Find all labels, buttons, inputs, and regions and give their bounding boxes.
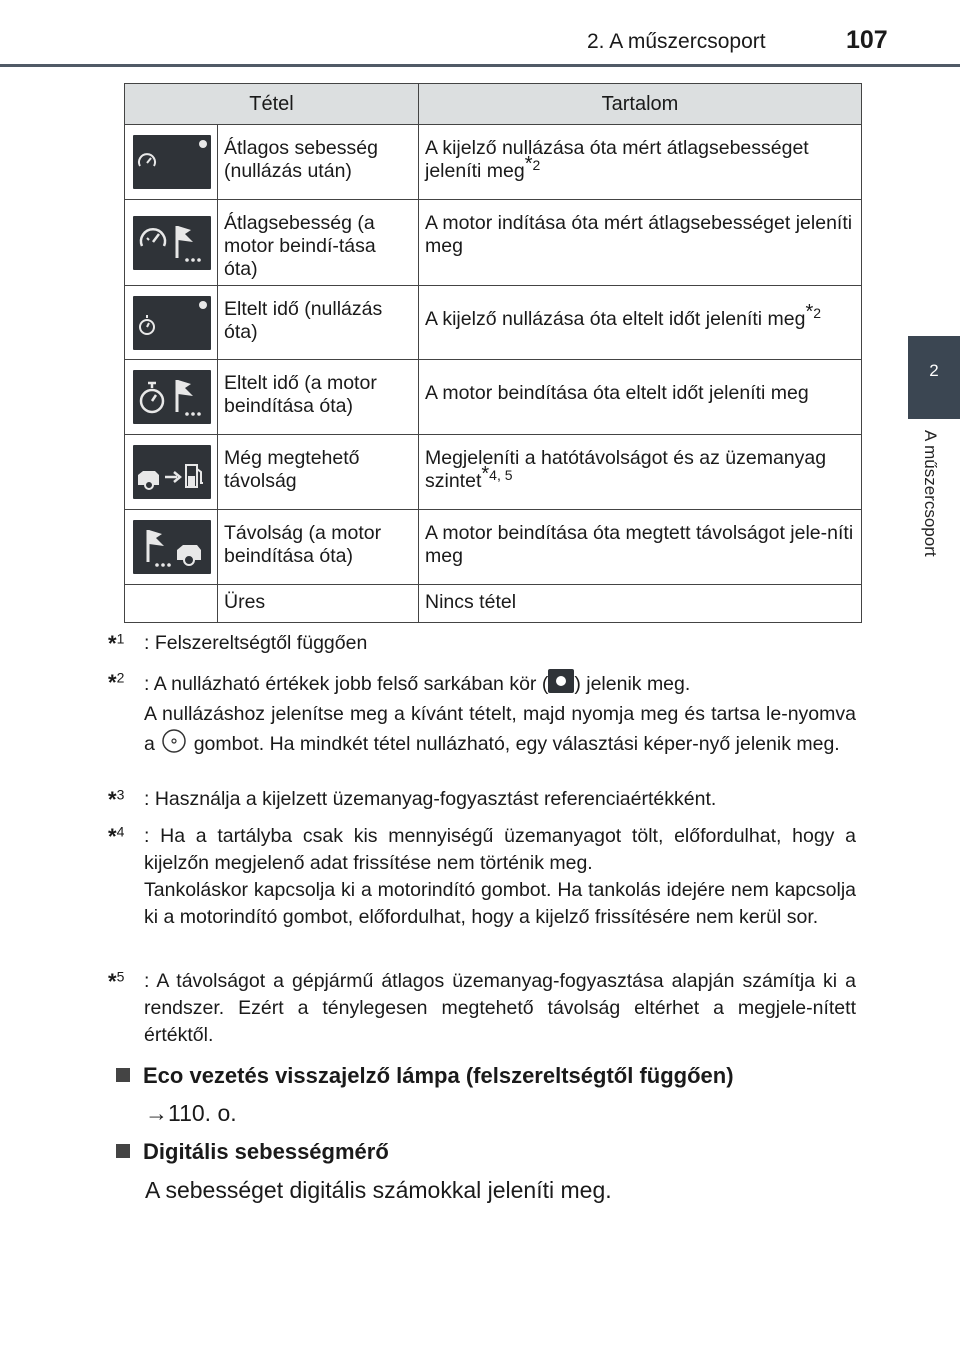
elapsed-time-reset-icon (133, 296, 211, 350)
item-content: Nincs tétel (425, 591, 517, 613)
footnote-text: : A nullázható értékek jobb felső sarkában kör ( (144, 673, 549, 696)
item-name: Átlagos sebesség (nullázás után) (224, 137, 378, 182)
footnote-ref: *2 (524, 152, 541, 175)
table-row (125, 585, 862, 623)
item-name: Távolság (a motor beindítása óta) (224, 522, 382, 567)
footnote-text: Tankoláskor kapcsolja ki a motorindító gombot. Ha tankolás idejére nem kapcsolja ki a motorindító gombot, előfordulhat, hogy a kijelző frissítésére nem kerül sor. (144, 879, 856, 928)
item-content: A motor beindítása óta megtett távolságot jele-níti meg (425, 522, 854, 567)
distance-start-icon (133, 520, 211, 574)
footnote-text: : Használja a kijelzett üzemanyag-fogyasztást referenciaértékként. (144, 788, 717, 810)
footnote-text: : A távolságot a gépjármű átlagos üzemanyag-fogyasztása alapján számítja ki a rendszer. Ezért a ténylegesen megtehető távolság eltérhet a megjele-nített értéktől. (144, 970, 856, 1046)
footnote-text: : Ha a tartályba csak kis mennyiségű üzemanyagot tölt, előfordulhat, hogy a kijelzőn megjelenő adat frissítése nem történik meg. (144, 825, 856, 874)
avg-speed-reset-icon (133, 135, 211, 189)
footnote-5: *$^5$ : A távolságot a gépjármű átlagos üzemanyag-fogyasztása alapján számítja ki a rendszer. Ezért a ténylegesen megtehető távolság eltérhet a megjele-nített értéktől. (108, 968, 856, 1046)
section-digital-title: Digitális sebességmérő (116, 1139, 389, 1165)
item-content: A kijelző nullázása óta mért átlagsebességet jeleníti meg (425, 137, 809, 182)
item-table (124, 83, 862, 623)
avg-speed-start-icon (133, 216, 211, 270)
section-bullet-icon (116, 1068, 130, 1082)
footnote-text: A nullázáshoz jelenítse meg a kívánt tételt, majd nyomja meg és tartsa le-nyomva a (144, 703, 856, 756)
header-divider (0, 64, 960, 67)
footnote-2: *$^2$ : A nullázható értékek jobb felső sarkában kör ( ) jelenik meg. A nullázáshoz jelenítse meg a kívánt tételt, majd nyomja meg és tartsa le-nyomva a gombot. Ha mindkét tétel nullázható, egy választási képer-nyő jelenik meg. (108, 669, 856, 762)
footnote-4: *$^4$ : Ha a tartályba csak kis mennyiségű üzemanyagot tölt, előfordulhat, hogy a kijelzőn megjelenő adat frissítése nem történik meg. Tankoláskor kapcsolja ki a motorindító gombot. Ha tankolás idejére nem kapcsolja ki a motorindító gombot, előfordulhat, hogy a kijelző frissítésére nem kerül sor. (108, 823, 856, 931)
table-header-row (125, 84, 862, 125)
item-name: Üres (224, 591, 266, 613)
table-row (125, 125, 862, 200)
table-row (125, 435, 862, 510)
section-bullet-icon (116, 1144, 130, 1158)
item-name: Még megtehető távolság (224, 447, 360, 492)
footnote-text: ) jelenik meg. (574, 673, 691, 696)
side-chapter-title: A műszercsoport (921, 430, 940, 557)
table-row (125, 200, 862, 286)
item-content: A motor beindítása óta eltelt időt jeleníti meg (425, 382, 809, 404)
reset-circle-icon (548, 669, 574, 701)
item-name: Eltelt idő (a motor beindítása óta) (224, 372, 377, 417)
item-content: A motor indítása óta mért átlagsebességet jeleníti meg (425, 212, 853, 257)
table-row (125, 286, 862, 360)
range-fuel-icon (133, 445, 211, 499)
header-section-title: 2. A műszercsoport (587, 30, 766, 53)
table-row (125, 510, 862, 585)
table-header-item: Tétel (125, 84, 419, 125)
footnote-3: *$^3$ : Használja a kijelzett üzemanyag-fogyasztást referenciaértékként. (108, 786, 717, 812)
side-chapter-tab: 2 (908, 336, 960, 419)
elapsed-time-start-icon (133, 370, 211, 424)
reset-button-icon (160, 728, 188, 762)
section-eco-title: Eco vezetés visszajelző lámpa (felszereltségtől függően) (116, 1063, 734, 1089)
table-row (125, 360, 862, 435)
section-digital-text: A sebességet digitális számokkal jeleníti meg. (145, 1177, 612, 1203)
section-eco-ref[interactable]: →110. o. (145, 1100, 237, 1126)
footnote-mark: 4 (116, 823, 125, 840)
footnote-text: : Felszereltségtől függően (144, 632, 368, 654)
footnote-mark: 5 (116, 968, 125, 985)
item-name: Eltelt idő (nullázás óta) (224, 298, 383, 343)
footnote-text: gombot. Ha mindkét tétel nullázható, egy választási képer-nyő jelenik meg. (193, 733, 840, 756)
footnote-ref: *2 (805, 300, 822, 323)
footnote-mark: 1 (116, 630, 125, 647)
item-content: Megjeleníti a hatótávolságot és az üzemanyag szintet (425, 447, 827, 492)
footnote-mark: 3 (116, 786, 125, 803)
item-content: A kijelző nullázása óta eltelt időt jeleníti meg (425, 308, 806, 330)
footnote-1: *$^1$ : Felszereltségtől függően (108, 630, 368, 656)
table-header-content: Tartalom (419, 84, 862, 125)
item-name: Átlagsebesség (a motor beindí-tása óta) (224, 212, 376, 280)
footnote-ref: *4, 5 (481, 462, 513, 485)
page-number: 107 (846, 26, 888, 54)
footnote-mark: 2 (116, 669, 125, 686)
